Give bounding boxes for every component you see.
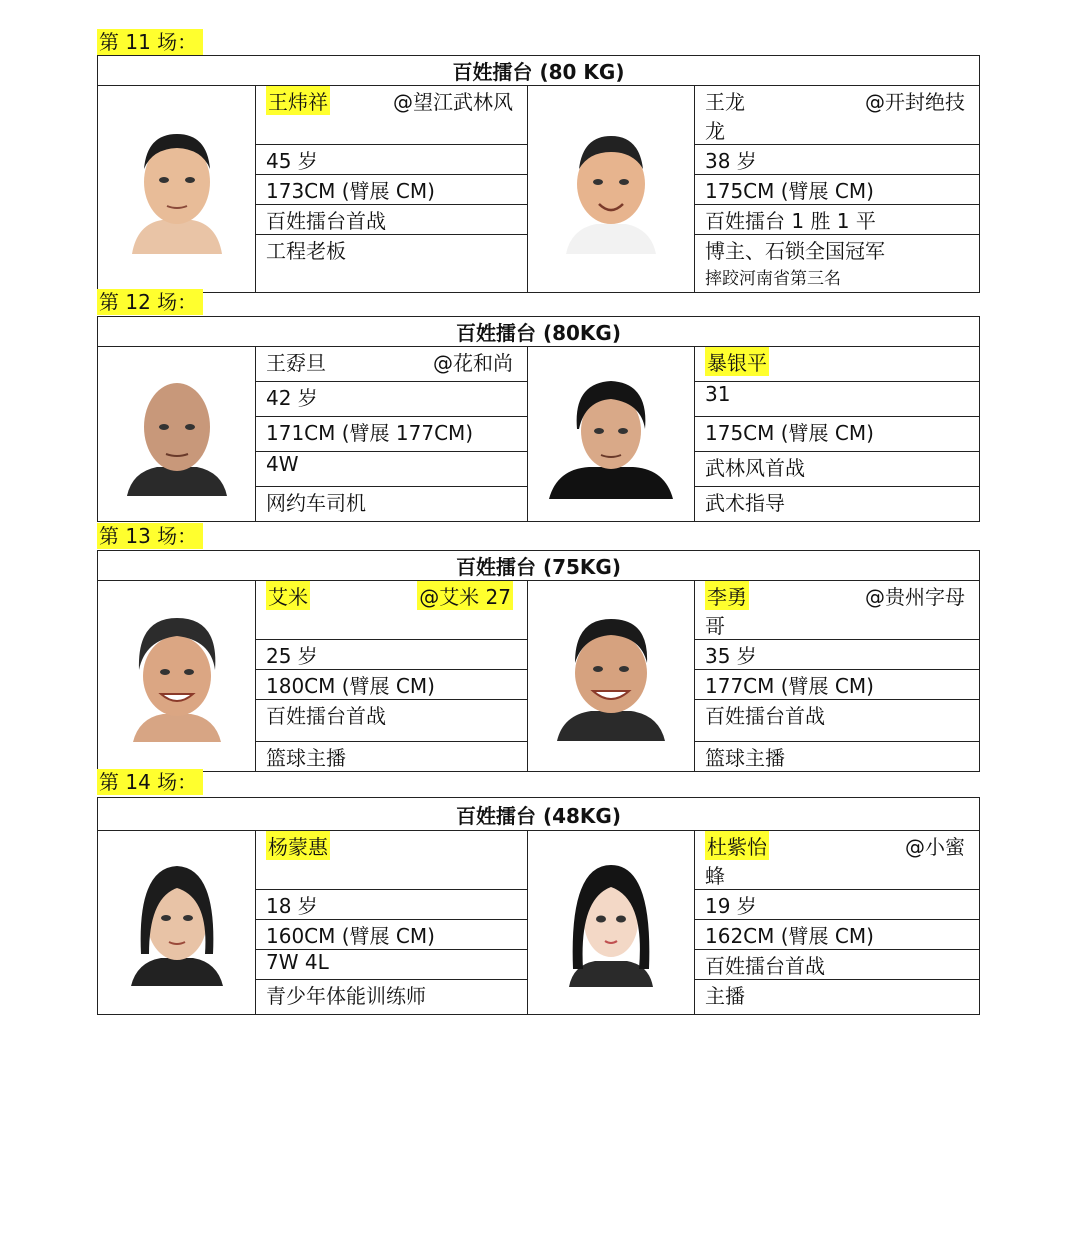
fighter-height: 177CM (臂展 CM) xyxy=(695,670,980,700)
fighter-name: 杜紫怡 xyxy=(705,831,769,860)
fighter-name-cell xyxy=(695,347,980,382)
fighter-record: 4W xyxy=(256,452,528,487)
match-label: 第 14 场： xyxy=(97,769,203,795)
fighter-height: 173CM (臂展 CM) xyxy=(256,175,528,205)
match-label: 第 12 场： xyxy=(97,289,203,315)
fighter-portrait xyxy=(561,124,661,254)
fighter-record: 百姓擂台 1 胜 1 平 xyxy=(695,205,980,235)
fighter-name-cell xyxy=(695,581,980,640)
fighter-name: 王孬旦 xyxy=(266,351,326,375)
match-card xyxy=(97,797,980,1015)
fighter-handle: @望江武林风 xyxy=(393,90,513,114)
fighter-handle: @小蜜 xyxy=(905,835,965,859)
fighter-name: 王炜祥 xyxy=(266,86,330,115)
fighter-photo xyxy=(98,347,256,522)
fighter-age: 31 xyxy=(695,382,980,417)
fighter-height: 160CM (臂展 CM) xyxy=(256,920,528,950)
fighter-height: 175CM (臂展 CM) xyxy=(695,417,980,452)
match-card xyxy=(97,550,980,772)
match-card xyxy=(97,316,980,522)
fighter-occupation: 青少年体能训练师 xyxy=(256,980,528,1015)
fighter-handle: @花和尚 xyxy=(433,351,513,375)
fighter-portrait xyxy=(549,369,673,499)
fighter-portrait xyxy=(565,859,657,987)
match-title: 百姓擂台 (48KG) xyxy=(98,798,980,831)
fighter-occupation: 篮球主播 xyxy=(695,742,980,772)
fighter-portrait xyxy=(122,372,232,496)
fighter-photo xyxy=(528,86,695,293)
fighter-occupation: 网约车司机 xyxy=(256,487,528,522)
fighter-height: 180CM (臂展 CM) xyxy=(256,670,528,700)
fighter-photo xyxy=(528,581,695,772)
fighter-record: 武林风首战 xyxy=(695,452,980,487)
fighter-occupation: 博主、石锁全国冠军 xyxy=(705,239,885,263)
fighter-record: 百姓擂台首战 xyxy=(695,950,980,980)
fighter-name: 艾米 xyxy=(266,581,310,610)
fighter-occupation: 工程老板 xyxy=(256,235,528,293)
fighter-photo xyxy=(528,831,695,1015)
fighter-age: 35 岁 xyxy=(695,640,980,670)
fighter-portrait xyxy=(127,858,227,988)
match-label: 第 13 场： xyxy=(97,523,203,549)
fighter-age: 19 岁 xyxy=(695,890,980,920)
fighter-occupation: 篮球主播 xyxy=(256,742,528,772)
fighter-photo xyxy=(98,86,256,293)
fighter-photo xyxy=(98,831,256,1015)
fighter-portrait xyxy=(125,610,229,742)
fighter-name-cell xyxy=(256,581,528,640)
match-title: 百姓擂台 (80KG) xyxy=(98,317,980,347)
fighter-photo xyxy=(98,581,256,772)
fighter-portrait xyxy=(557,611,665,741)
fighter-height: 162CM (臂展 CM) xyxy=(695,920,980,950)
fighter-name-cell xyxy=(695,86,980,145)
fighter-record: 百姓擂台首战 xyxy=(256,700,528,742)
fighter-name-cell xyxy=(256,831,528,890)
fighter-occupation-detail: 摔跤河南省第三名 xyxy=(705,269,841,289)
fighter-record: 百姓擂台首战 xyxy=(695,700,980,742)
fighter-handle-cont: 龙 xyxy=(705,119,725,143)
fighter-occupation-cell xyxy=(695,235,980,293)
match-card xyxy=(97,55,980,293)
fighter-name: 杨蒙惠 xyxy=(266,831,330,860)
fighter-age: 42 岁 xyxy=(256,382,528,417)
fighter-record: 百姓擂台首战 xyxy=(256,205,528,235)
fighter-age: 45 岁 xyxy=(256,145,528,175)
fighter-handle-cont: 哥 xyxy=(705,614,725,638)
fighter-age: 25 岁 xyxy=(256,640,528,670)
fighter-photo xyxy=(528,347,695,522)
fighter-handle: @贵州字母 xyxy=(865,585,965,609)
fighter-height: 175CM (臂展 CM) xyxy=(695,175,980,205)
fighter-handle-cont: 蜂 xyxy=(705,864,725,888)
fighter-name: 王龙 xyxy=(705,90,745,114)
match-title: 百姓擂台 (80 KG) xyxy=(98,56,980,86)
fighter-age: 18 岁 xyxy=(256,890,528,920)
fighter-name-cell xyxy=(695,831,980,890)
fighter-portrait xyxy=(127,124,227,254)
match-label: 第 11 场： xyxy=(97,29,203,55)
fighter-age: 38 岁 xyxy=(695,145,980,175)
fighter-occupation: 主播 xyxy=(695,980,980,1015)
fighter-name: 暴银平 xyxy=(705,347,769,376)
fighter-handle: @开封绝技 xyxy=(865,90,966,114)
match-title: 百姓擂台 (75KG) xyxy=(98,551,980,581)
fighter-name: 李勇 xyxy=(705,581,749,610)
fighter-name-cell xyxy=(256,347,528,382)
fighter-record: 7W 4L xyxy=(256,950,528,980)
fighter-occupation: 武术指导 xyxy=(695,487,980,522)
fighter-name-cell xyxy=(256,86,528,145)
fighter-height: 171CM (臂展 177CM) xyxy=(256,417,528,452)
fighter-handle: @艾米 27 xyxy=(417,581,513,610)
